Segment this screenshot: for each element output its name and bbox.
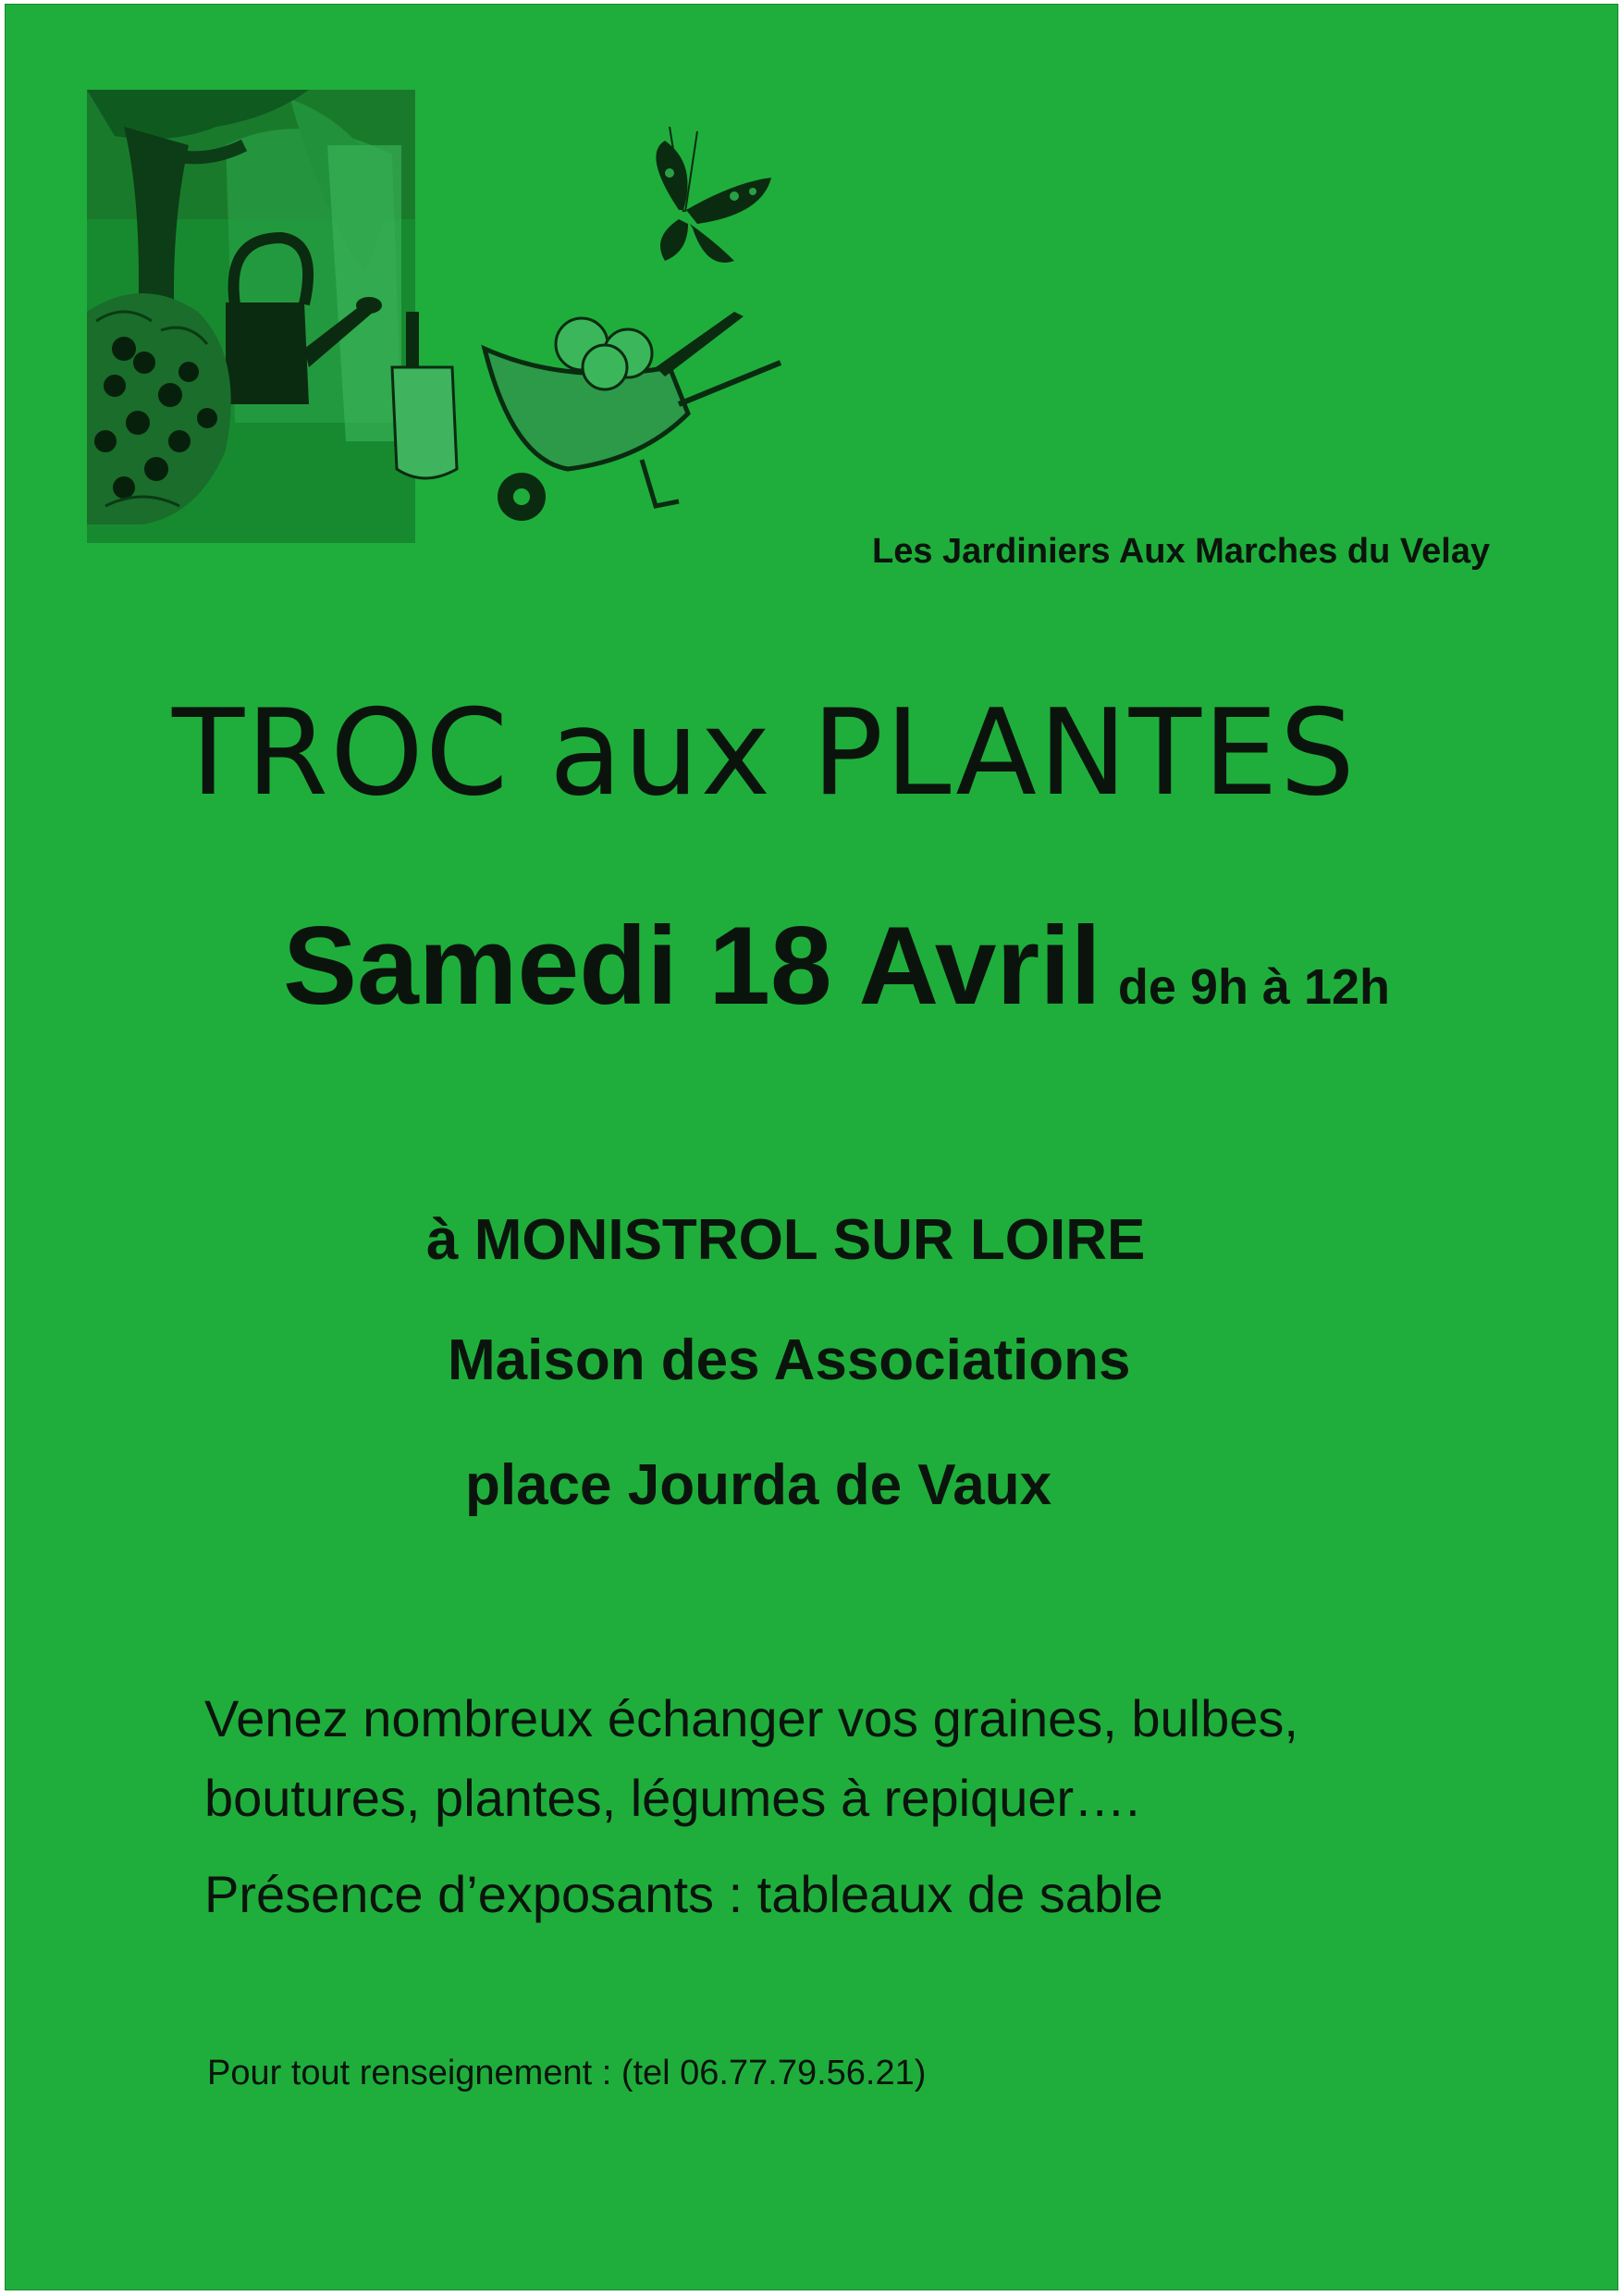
event-date	[283, 902, 1390, 1030]
description	[204, 1679, 1453, 1838]
event-title: TROC aux PLANTES	[172, 685, 1357, 822]
event-hours: de 9h à 12h	[1117, 959, 1391, 1015]
poster	[5, 4, 1618, 2290]
garden-illustration	[87, 90, 790, 543]
description-line-2: boutures, plantes, légumes à repiquer….	[204, 1769, 1140, 1827]
organizer-name: Les Jardiniers Aux Marches du Velay	[872, 532, 1491, 571]
description-line-1: Venez nombreux échanger vos graines, bulbes,	[204, 1689, 1298, 1747]
exhibitors-note: Présence d’exposants : tableaux de sable	[204, 1865, 1163, 1923]
location-city: à MONISTROL SUR LOIRE	[426, 1208, 1146, 1272]
event-date-label: Samedi 18 Avril	[283, 904, 1101, 1028]
location-address: place Jourda de Vaux	[465, 1453, 1052, 1517]
contact-info: Pour tout renseignement : (tel 06.77.79.56.21)	[207, 2054, 927, 2092]
location-venue: Maison des Associations	[448, 1328, 1131, 1392]
butterfly-icon	[656, 127, 771, 263]
wheelbarrow-icon	[485, 312, 781, 521]
